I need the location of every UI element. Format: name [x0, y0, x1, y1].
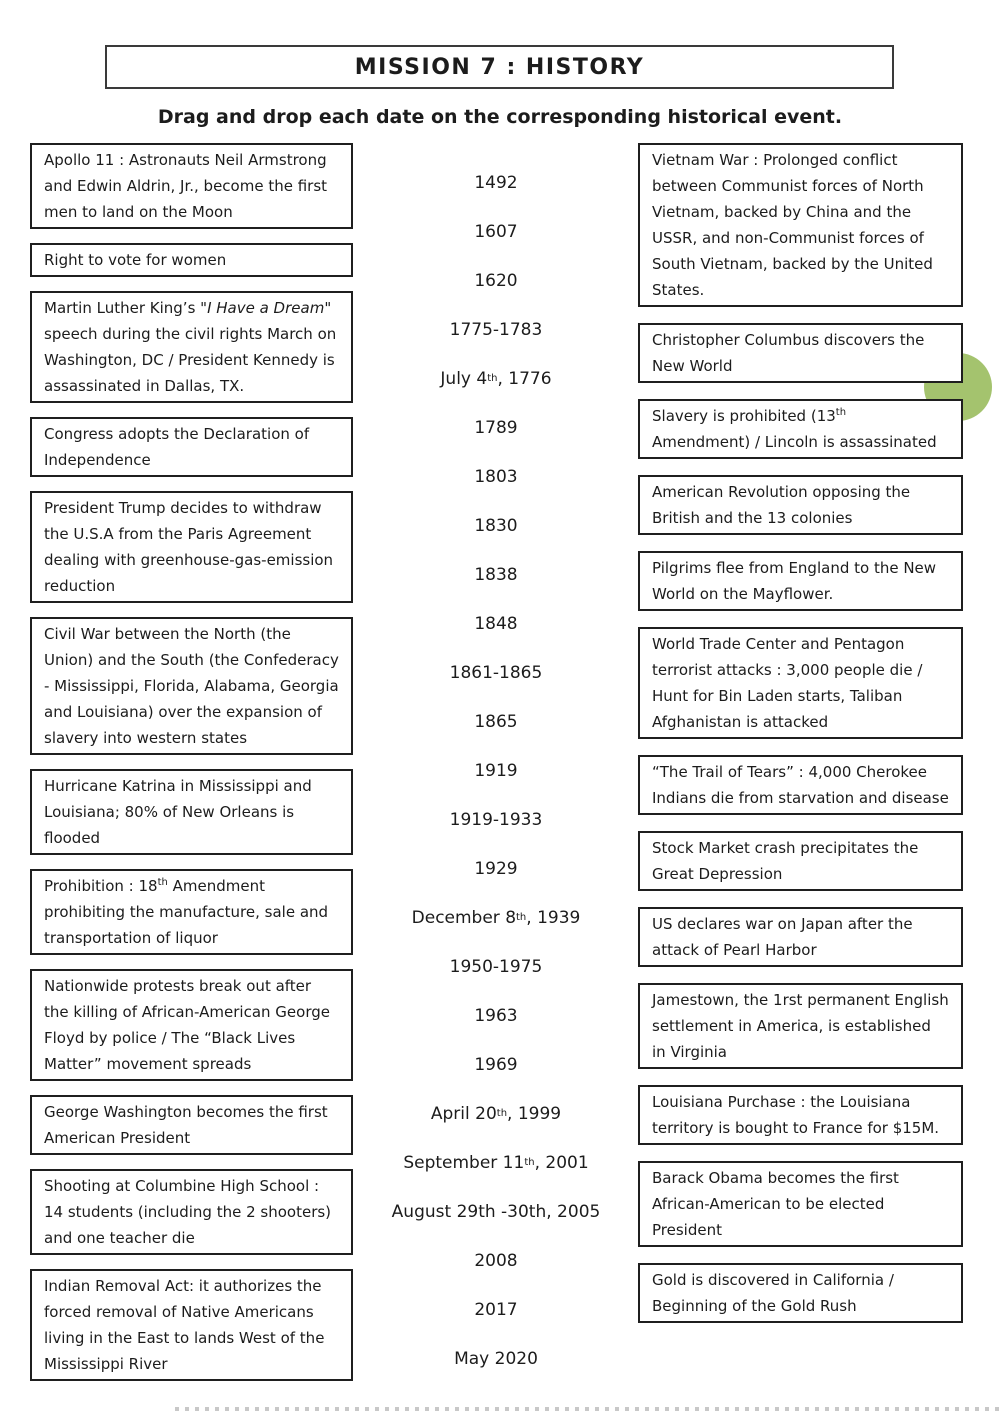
date-label: , 1999	[507, 1103, 562, 1124]
date-september-11-2001[interactable]: September 11 th , 2001	[403, 1152, 589, 1173]
event-text: Martin Luther King’s "	[44, 299, 208, 317]
date-april-20-1999[interactable]: April 20 th , 1999	[430, 1103, 562, 1124]
event-box-american-revolution[interactable]	[638, 475, 963, 535]
date-1848[interactable]	[360, 599, 632, 648]
date-1969[interactable]	[360, 1040, 632, 1089]
date-label: 1492	[474, 172, 518, 193]
event-box-indian-removal[interactable]	[30, 1269, 353, 1381]
event-text: Louisiana Purchase : the Louisiana territory is bought to France for $15M.	[652, 1093, 940, 1137]
date-label: May 2020	[454, 1348, 538, 1369]
event-text: Indian Removal Act: it authorizes the forced removal of Native Americans living in the East to lands West of the Mississippi River	[44, 1277, 325, 1373]
ordinal-suffix: th	[835, 407, 847, 418]
date-1492[interactable]	[360, 158, 632, 207]
cropped-footer-text	[175, 1407, 1000, 1411]
date-1919[interactable]	[360, 746, 632, 795]
date-label: 2008	[474, 1250, 518, 1271]
date-label: September 11	[403, 1152, 525, 1173]
date-label: 1607	[474, 221, 518, 242]
date-label: December 8	[411, 907, 517, 928]
event-box-13th-amendment[interactable]	[638, 399, 963, 459]
event-text: Apollo 11 : Astronauts Neil Armstrong and Edwin Aldrin, Jr., become the first men to land on the Moon	[44, 151, 328, 221]
event-text: Stock Market crash precipitates the Great Depression	[652, 839, 919, 883]
event-box-trail-of-tears[interactable]	[638, 755, 963, 815]
event-text: Nationwide protests break out after the killing of African-American George Floyd by police / The “Black Lives Matter” movement spreads	[44, 977, 330, 1073]
date-1865[interactable]	[360, 697, 632, 746]
event-box-hurricane-katrina[interactable]	[30, 769, 353, 855]
event-text: Prohibition : 18	[44, 877, 158, 895]
instruction-text: Drag and drop each date on the corresponding historical event.	[157, 106, 843, 128]
date-1963[interactable]	[360, 991, 632, 1040]
event-box-george-floyd[interactable]	[30, 969, 353, 1081]
date-1919-1933[interactable]	[360, 795, 632, 844]
date-label: 1789	[474, 417, 518, 438]
date-label: 1775-1783	[449, 319, 543, 340]
event-box-louisiana-purchase[interactable]	[638, 1085, 963, 1145]
event-text: “The Trail of Tears” : 4,000 Cherokee Indians die from starvation and disease	[652, 763, 949, 807]
event-text: Vietnam War : Prolonged conflict between Communist forces of North Vietnam, backed by China and the USSR, and non-Communist forces of South Vietnam, backed by the United States.	[652, 151, 933, 299]
event-text: Barack Obama becomes the first African-American to be elected President	[652, 1169, 899, 1239]
date-1620[interactable]	[360, 256, 632, 305]
event-box-womens-vote[interactable]	[30, 243, 353, 277]
date-label: 1963	[474, 1005, 518, 1026]
event-text: American Revolution opposing the British and the 13 colonies	[652, 483, 911, 527]
date-label: 1919	[474, 760, 518, 781]
event-box-obama[interactable]	[638, 1161, 963, 1247]
date-label: 1830	[474, 515, 518, 536]
event-text: Jamestown, the 1rst permanent English settlement in America, is established in Virginia	[652, 991, 949, 1061]
date-label: , 1776	[497, 368, 552, 389]
date-august-29-30-2005[interactable]	[360, 1187, 632, 1236]
event-box-columbine[interactable]	[30, 1169, 353, 1255]
right-events-column	[638, 143, 963, 1323]
event-text: George Washington becomes the first American President	[44, 1103, 328, 1147]
event-text: US declares war on Japan after the attack of Pearl Harbor	[652, 915, 913, 959]
event-box-civil-war[interactable]	[30, 617, 353, 755]
event-box-9-11-attacks[interactable]	[638, 627, 963, 739]
left-events-column	[30, 143, 353, 1381]
date-label: 1929	[474, 858, 518, 879]
date-1789[interactable]	[360, 403, 632, 452]
date-july-4-1776[interactable]: July 4 th , 1776	[440, 368, 552, 389]
date-label: 1803	[474, 466, 518, 487]
event-text: President Trump decides to withdraw the U.S.A from the Paris Agreement dealing with greenhouse-gas-emission reduction	[44, 499, 334, 595]
event-text-italic: I Have a Dream	[207, 299, 325, 317]
event-text: Shooting at Columbine High School : 14 students (including the 2 shooters) and one teacher die	[44, 1177, 332, 1247]
date-label: July 4	[440, 368, 488, 389]
event-text: Slavery is prohibited (13	[652, 407, 836, 425]
date-label: 1838	[474, 564, 518, 585]
event-box-mayflower[interactable]	[638, 551, 963, 611]
date-label: April 20	[430, 1103, 497, 1124]
event-text: " speech during the civil rights March on Washington, DC / President Kennedy is assassinated in Dallas, TX.	[44, 299, 337, 395]
date-1607[interactable]	[360, 207, 632, 256]
date-december-8-1939[interactable]: December 8 th , 1939	[411, 907, 581, 928]
event-text: Right to vote for women	[44, 251, 227, 269]
date-label: 2017	[474, 1299, 518, 1320]
date-1775-1783[interactable]	[360, 305, 632, 354]
date-1929[interactable]	[360, 844, 632, 893]
event-text: Gold is discovered in California / Beginning of the Gold Rush	[652, 1271, 894, 1315]
page-title: MISSION 7 : HISTORY	[354, 54, 645, 80]
event-box-george-washington[interactable]	[30, 1095, 353, 1155]
date-1861-1865[interactable]	[360, 648, 632, 697]
date-label: , 1939	[526, 907, 581, 928]
event-box-vietnam-war[interactable]	[638, 143, 963, 307]
ordinal-suffix: th	[157, 877, 168, 888]
date-label: 1848	[474, 613, 518, 634]
event-text: Congress adopts the Declaration of Independence	[44, 425, 310, 469]
date-label: 1620	[474, 270, 518, 291]
date-2017[interactable]	[360, 1285, 632, 1334]
event-box-pearl-harbor[interactable]	[638, 907, 963, 967]
date-label: 1950-1975	[449, 956, 543, 977]
dates-column	[360, 158, 632, 1383]
date-1950-1975[interactable]	[360, 942, 632, 991]
date-label: , 2001	[534, 1152, 589, 1173]
date-label: 1865	[474, 711, 518, 732]
worksheet-title-box	[105, 45, 894, 89]
date-1838[interactable]	[360, 550, 632, 599]
date-label: 1969	[474, 1054, 518, 1075]
event-text: Christopher Columbus discovers the New World	[652, 331, 925, 375]
event-box-mlk-kennedy[interactable]	[30, 291, 353, 403]
date-may-2020[interactable]	[360, 1334, 632, 1383]
date-label: 1861-1865	[449, 662, 543, 683]
event-box-stock-market-crash[interactable]	[638, 831, 963, 891]
event-box-apollo-11[interactable]	[30, 143, 353, 229]
event-box-prohibition[interactable]	[30, 869, 353, 955]
event-text: Hurricane Katrina in Mississippi and Louisiana; 80% of New Orleans is flooded	[44, 777, 312, 847]
date-label: August 29th -30th, 2005	[391, 1201, 601, 1222]
date-label: 1919-1933	[449, 809, 543, 830]
date-1830[interactable]	[360, 501, 632, 550]
date-1803[interactable]	[360, 452, 632, 501]
event-box-jamestown[interactable]	[638, 983, 963, 1069]
event-text: World Trade Center and Pentagon terrorist attacks : 3,000 people die / Hunt for Bin Laden starts, Taliban Afghanistan is attacked	[652, 635, 923, 731]
event-text: Amendment prohibiting the manufacture, sale and transportation of liquor	[44, 877, 329, 947]
event-text: Pilgrims flee from England to the New World on the Mayflower.	[652, 559, 937, 603]
event-box-declaration-independence[interactable]	[30, 417, 353, 477]
event-box-gold-rush[interactable]	[638, 1263, 963, 1323]
event-text: Amendment) / Lincoln is assassinated	[652, 433, 937, 451]
event-box-paris-agreement[interactable]	[30, 491, 353, 603]
date-2008[interactable]	[360, 1236, 632, 1285]
event-box-columbus[interactable]	[638, 323, 963, 383]
event-text: Civil War between the North (the Union) and the South (the Confederacy - Mississippi, Florida, Alabama, Georgia and Louisiana) over the expansion of slavery into western states	[44, 625, 339, 747]
